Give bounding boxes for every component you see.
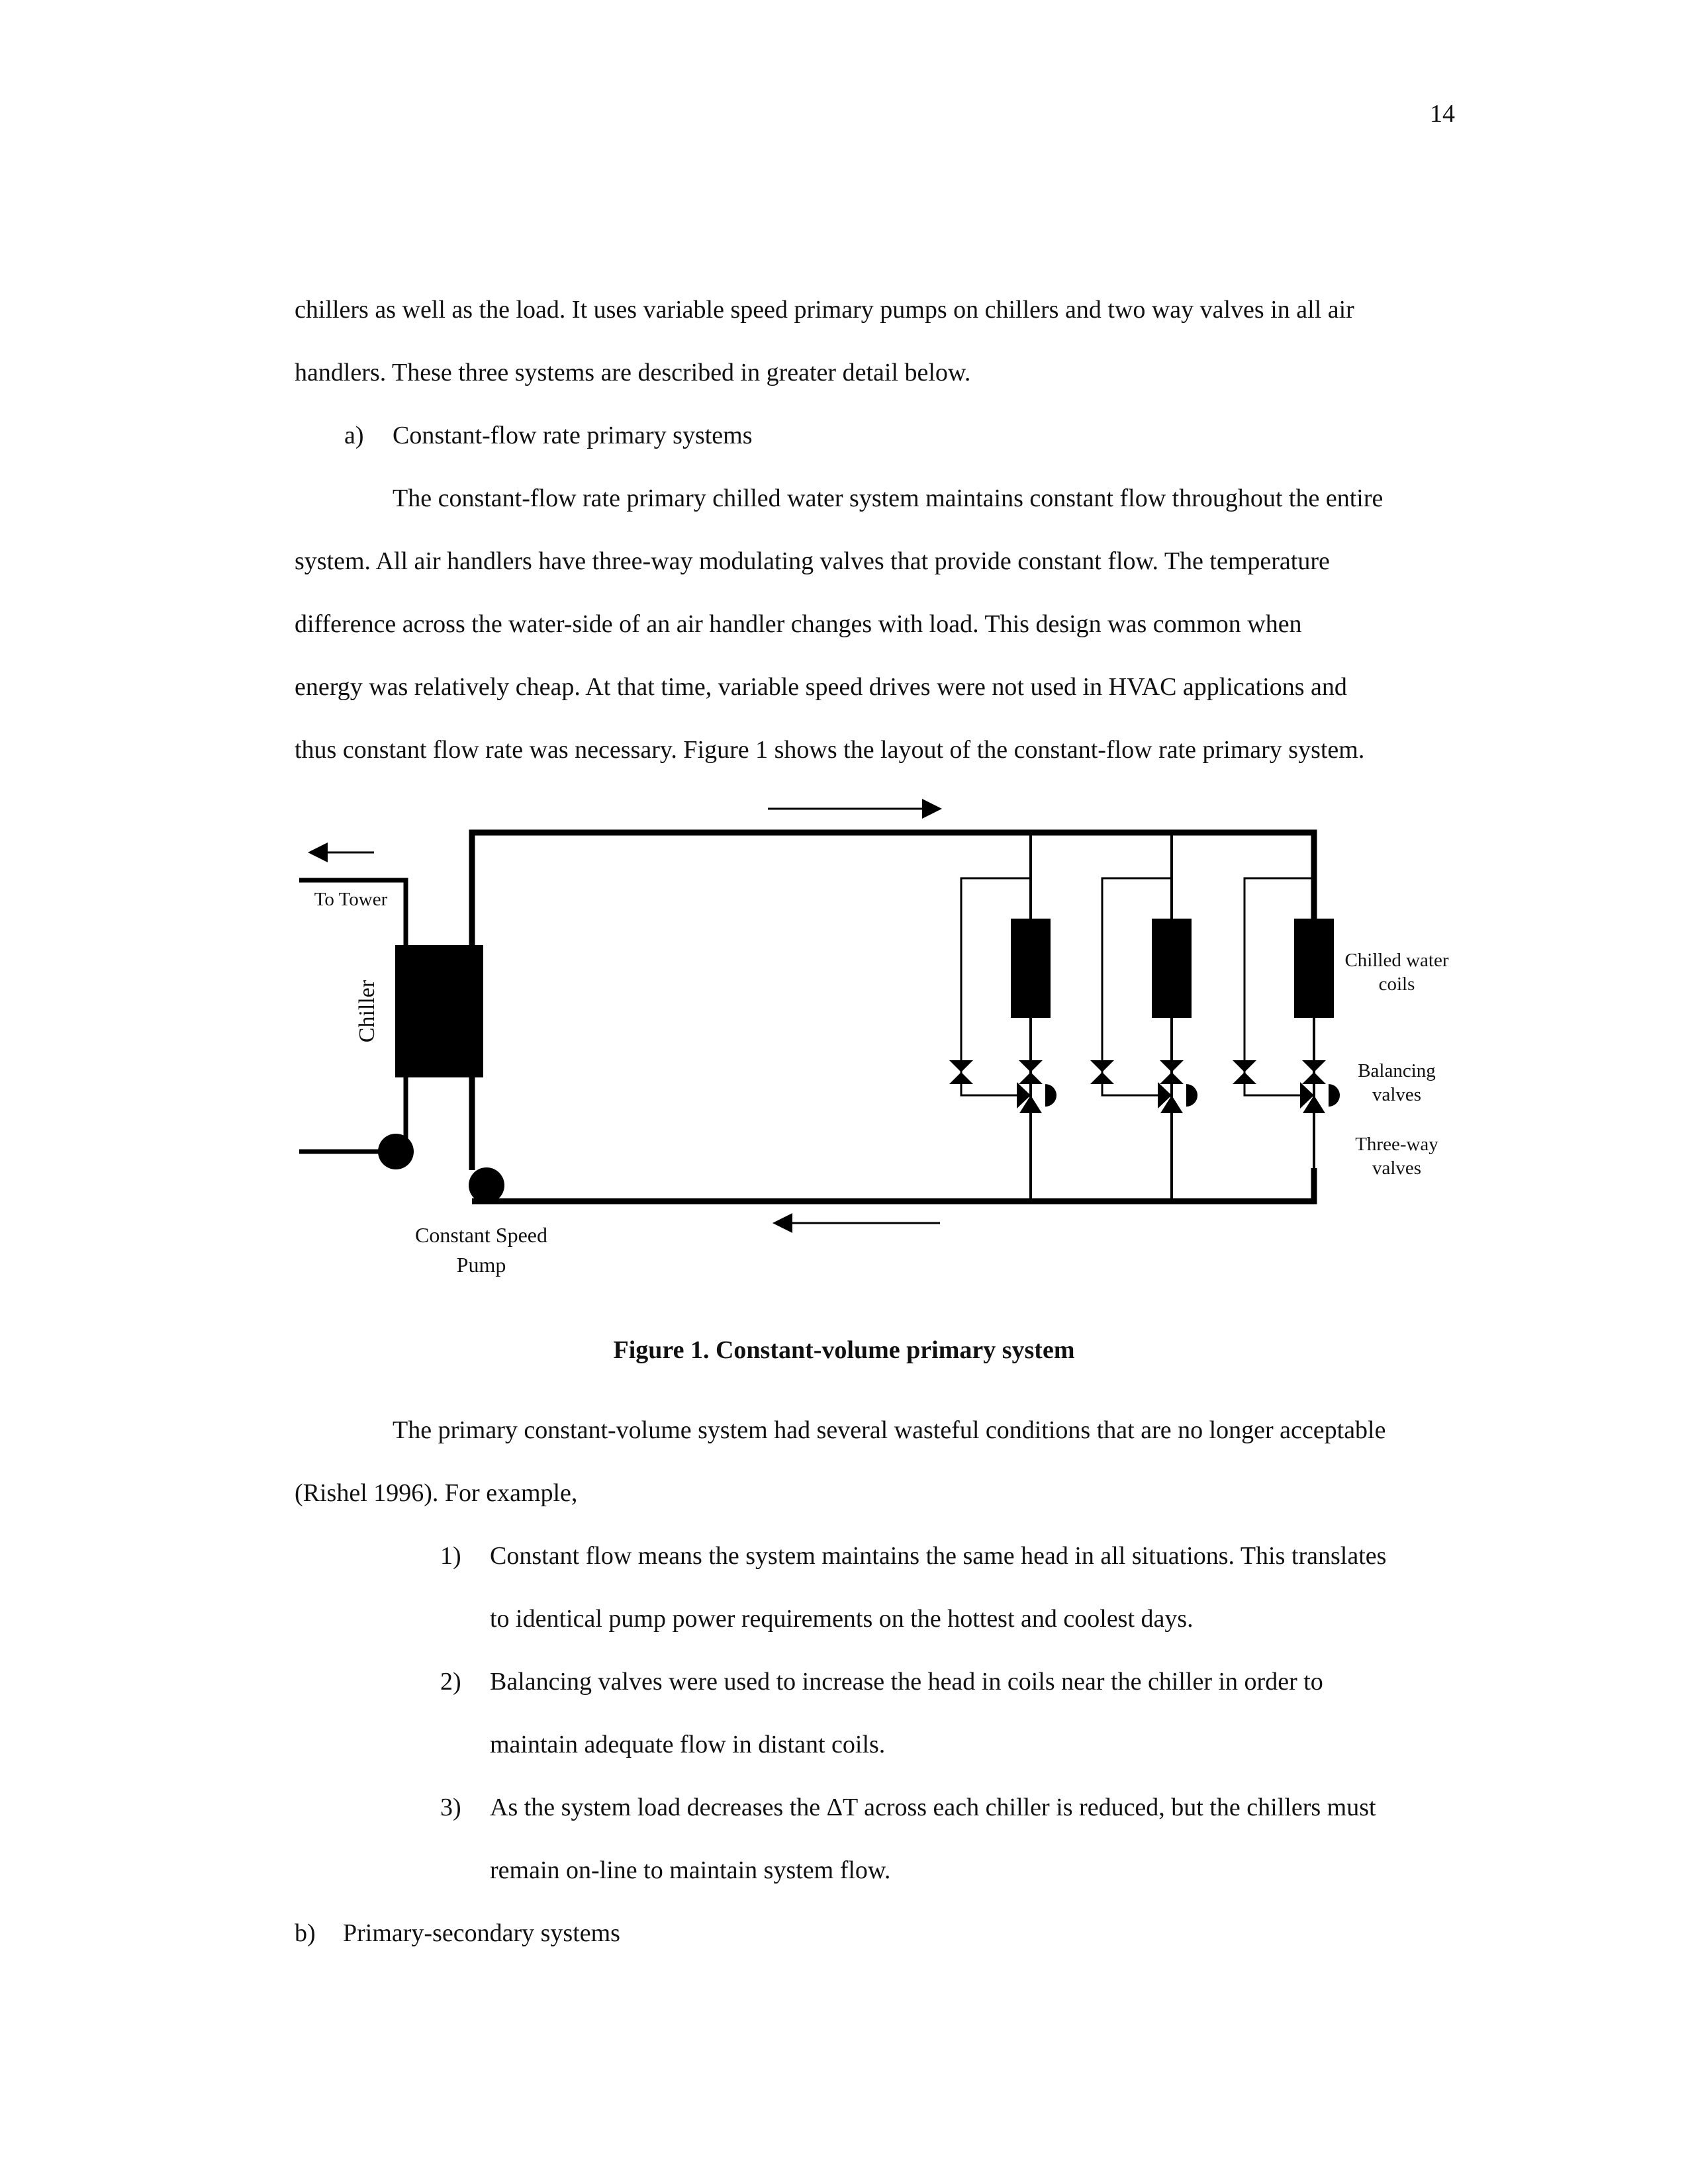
to-tower-label: To Tower (314, 889, 388, 910)
list-item-line: As the system load decreases the ΔT across each chiller is reduced, but the chillers must (490, 1794, 1376, 1821)
list-item-line: Balancing valves were used to increase the head in coils near the chiller in order to (490, 1668, 1323, 1696)
condenser-pump (378, 1134, 414, 1169)
section-a-heading: Constant-flow rate primary systems (393, 422, 753, 449)
three-way-valves-label: Three-way (1355, 1134, 1438, 1155)
section-a-marker: a) (344, 422, 364, 449)
section-b-marker: b) (295, 1919, 316, 1947)
three-way-valves-label: valves (1372, 1158, 1422, 1179)
paragraph-line: thus constant flow rate was necessary. Figure 1 shows the layout of the constant-flow rate primary system. (295, 736, 1365, 764)
list-item-marker: 1) (440, 1542, 461, 1570)
intro-line-2: handlers. These three systems are described in greater detail below. (295, 359, 971, 387)
list-item-line: Constant flow means the system maintains the same head in all situations. This translates (490, 1542, 1387, 1570)
chiller (395, 945, 483, 1077)
list-item-line: to identical pump power requirements on the hottest and coolest days. (490, 1605, 1194, 1633)
paragraph-line: The primary constant-volume system had several wasteful conditions that are no longer acceptable (393, 1416, 1386, 1444)
intro-line-1: chillers as well as the load. It uses variable speed primary pumps on chillers and two way valves in all air (295, 296, 1354, 324)
coil-branch (1090, 833, 1197, 1201)
coils-label: coils (1378, 974, 1415, 995)
list-item-line: remain on-line to maintain system flow. (490, 1856, 891, 1884)
balancing-valves-label: valves (1372, 1084, 1422, 1105)
figure-caption: Figure 1. Constant-volume primary system (613, 1336, 1075, 1364)
coils-label: Chilled water (1344, 950, 1449, 971)
chiller-label: Chiller (355, 979, 379, 1043)
section-b-heading: Primary-secondary systems (343, 1919, 620, 1947)
constant-flow-system-diagram (285, 781, 1476, 1310)
pump-label: Constant Speed (415, 1223, 547, 1247)
coil-branch (1233, 833, 1340, 1201)
constant-speed-pump (469, 1167, 504, 1203)
paragraph-line: difference across the water-side of an air handler changes with load. This design was common when (295, 610, 1302, 638)
paragraph-line: The constant-flow rate primary chilled water system maintains constant flow throughout the entire (393, 484, 1383, 512)
list-item-marker: 3) (440, 1794, 461, 1821)
coil-branch (949, 833, 1056, 1201)
paragraph-line: energy was relatively cheap. At that time, variable speed drives were not used in HVAC applications and (295, 673, 1347, 701)
paragraph-line: (Rishel 1996). For example, (295, 1479, 578, 1507)
list-item-marker: 2) (440, 1668, 461, 1696)
list-item-line: maintain adequate flow in distant coils. (490, 1731, 886, 1758)
balancing-valves-label: Balancing (1358, 1060, 1436, 1081)
paragraph-line: system. All air handlers have three-way modulating valves that provide constant flow. The temperature (295, 547, 1330, 575)
page-number: 14 (1430, 100, 1455, 128)
pump-label: Pump (456, 1253, 506, 1277)
